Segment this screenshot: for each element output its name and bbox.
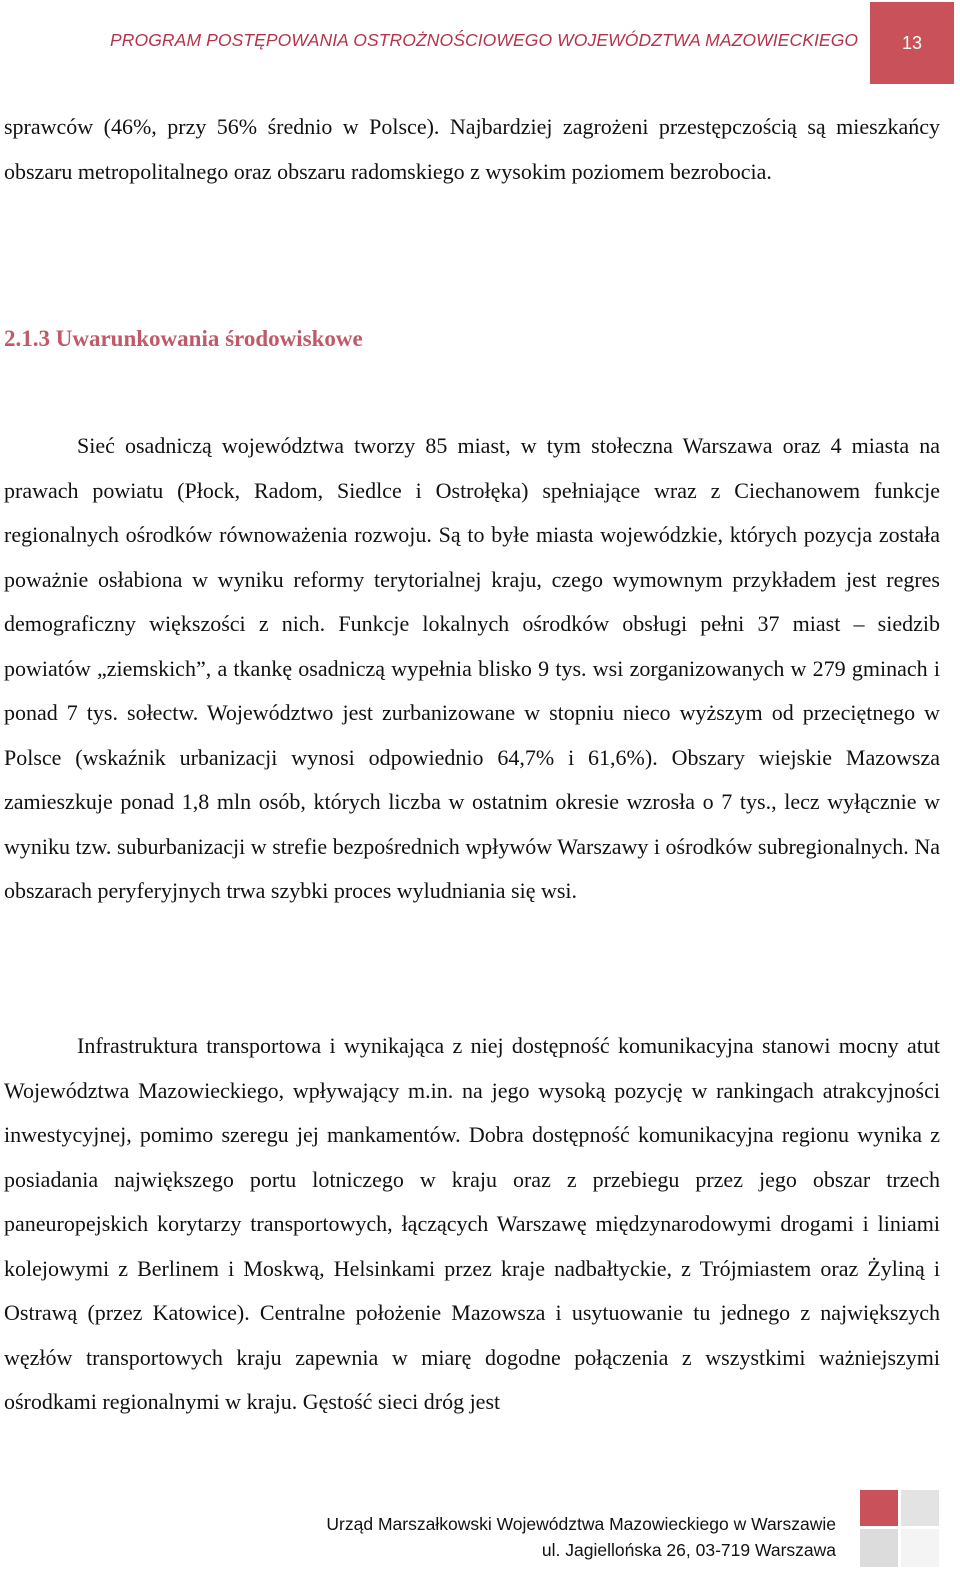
page-number-box — [870, 2, 954, 84]
section-heading: 2.1.3 Uwarunkowania środowiskowe — [4, 326, 363, 351]
footer-decor-square-grey — [901, 1490, 939, 1526]
footer-decor-square-red — [860, 1490, 898, 1526]
paragraph-continuation: sprawców (46%, przy 56% średnio w Polsce). Najbardziej zagrożeni przestępczością są mieszkańcy obszaru metropolitalnego oraz obszaru radomskiego z wysokim poziomem bezrobocia. — [4, 114, 940, 184]
settlement-paragraph-block — [4, 424, 940, 914]
paragraph-transport: Infrastruktura transportowa i wynikająca z niej dostępność komunikacyjna stanowi mocny atut Województwa Mazowieckiego, wpływający m.in. na jego wysoką pozycję w rankingach atrakcyjności inwestycyjnej, pomimo szeregu jej mankamentów. Dobra dostępność komunikacyjna regionu wynika z posiadania największego portu lotniczego w kraju oraz z przebiegu przez jego obszar trzech paneuropejskich korytarzy transportowych, łączących Warszawę międzynarodowymi drogami i liniami kolejowymi z Berlinem i Moskwą, Helsinkami przez kraje nadbałtyckie, z Trójmiastem oraz Żyliną i Ostrawą (przez Katowice). Centralne położenie Mazowsza i usytuowanie tu jednego z największych węzłów transportowych kraju zapewnia w miarę dogodne połączenia z wszystkimi ważniejszymi ośrodkami regionalnymi w kraju. Gęstość sieci dróg jest — [4, 1033, 940, 1414]
transport-paragraph-block — [4, 1024, 940, 1425]
page-header — [0, 0, 960, 86]
footer-decor-square-light — [901, 1529, 939, 1567]
page-footer — [0, 1488, 960, 1579]
footer-office-name: Urząd Marszałkowski Województwa Mazowieckiego w Warszawie — [326, 1514, 836, 1534]
page-number: 13 — [901, 32, 923, 53]
footer-decor-square-grey-bottom — [860, 1529, 898, 1567]
header-title: PROGRAM POSTĘPOWANIA OSTROŻNOŚCIOWEGO WOJEWÓDZTWA MAZOWIECKIEGO — [110, 30, 859, 50]
paragraph-settlement: Sieć osadniczą województwa tworzy 85 miast, w tym stołeczna Warszawa oraz 4 miasta na prawach powiatu (Płock, Radom, Siedlce i Ostrołęka) spełniające wraz z Ciechanowem funkcje regionalnych ośrodków równoważenia rozwoju. Są to byłe miasta wojewódzkie, których pozycja została poważnie osłabiona w wyniku reformy terytorialnej kraju, czego wymownym przykładem jest regres demograficzny większości z nich. Funkcje lokalnych ośrodków obsługi pełni 37 miast – siedzib powiatów „ziemskich”, a tkankę osadniczą wypełnia blisko 9 tys. wsi zorganizowanych w 279 gminach i ponad 7 tys. sołectw. Województwo jest zurbanizowane w stopniu nieco wyższym od przeciętnego w Polsce (wskaźnik urbanizacji wynosi odpowiednio 64,7% i 61,6%). Obszary wiejskie Mazowsza zamieszkuje ponad 1,8 mln osób, których liczba w ostatnim okresie wzrosła o 7 tys., lecz wyłącznie w wyniku tzw. suburbanizacji w strefie bezpośrednich wpływów Warszawy i ośrodków subregionalnych. Na obszarach peryferyjnych trwa szybki proces wyludniania się wsi. — [4, 433, 940, 903]
footer-address: ul. Jagiellońska 26, 03-719 Warszawa — [541, 1540, 836, 1560]
intro-paragraph-block — [4, 105, 940, 194]
